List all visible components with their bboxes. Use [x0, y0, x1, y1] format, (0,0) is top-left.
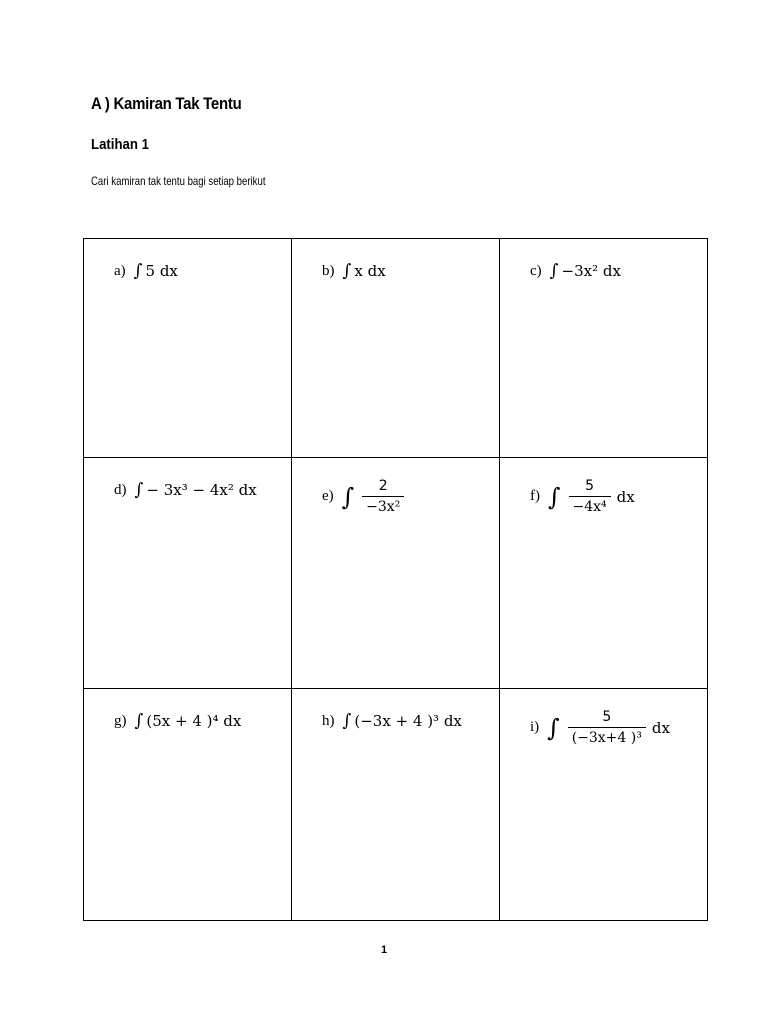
fraction — [569, 478, 611, 515]
question-cell-a — [84, 239, 292, 458]
section-heading: A ) Kamiran Tak Tentu — [91, 94, 242, 113]
question-cell-e — [292, 458, 500, 689]
question-label: d) — [114, 481, 127, 498]
question-label: e) — [322, 488, 334, 504]
question-cell-f — [500, 458, 708, 689]
question-g — [114, 711, 241, 731]
fraction — [362, 478, 404, 515]
integrand: 5 dx — [145, 262, 178, 280]
integral-symbol: ∫ — [134, 711, 144, 731]
integrand: x dx — [354, 262, 386, 280]
integral-symbol: ∫ — [548, 482, 561, 511]
question-f — [530, 478, 635, 515]
question-d — [114, 480, 257, 500]
question-label: i) — [530, 719, 540, 735]
question-cell-h — [292, 689, 500, 921]
integral-symbol: ∫ — [134, 480, 144, 500]
questions-grid — [83, 238, 708, 921]
differential: dx — [616, 487, 635, 506]
question-cell-d — [84, 458, 292, 689]
question-cell-g — [84, 689, 292, 921]
integral-symbol: ∫ — [342, 261, 352, 281]
differential: dx — [651, 718, 670, 737]
question-label: c) — [530, 262, 542, 279]
integrand: −3x² dx — [561, 262, 621, 280]
question-i — [530, 709, 670, 746]
instruction-text: Cari kamiran tak tentu bagi setiap berikut — [91, 174, 266, 188]
question-e — [322, 478, 410, 515]
fraction — [568, 709, 646, 746]
fraction-numerator: 5 — [585, 478, 595, 494]
integral-symbol: ∫ — [341, 482, 355, 511]
exercise-title: Latihan 1 — [91, 136, 149, 153]
page-number: 1 — [380, 944, 388, 956]
fraction-denominator: (−3x+4 )³ — [568, 727, 646, 746]
integral-symbol: ∫ — [342, 711, 352, 731]
question-label: a) — [114, 262, 126, 279]
question-c — [530, 261, 621, 281]
question-label: b) — [322, 262, 335, 279]
question-h — [322, 711, 462, 731]
integrand: (−3x + 4 )³ dx — [354, 712, 462, 730]
question-label: f) — [530, 488, 540, 504]
question-cell-i — [500, 689, 708, 921]
question-cell-c — [500, 239, 708, 458]
question-cell-b — [292, 239, 500, 458]
integrand: − 3x³ − 4x² dx — [146, 481, 257, 499]
question-label: g) — [114, 712, 127, 729]
integral-symbol: ∫ — [133, 261, 143, 281]
integral-symbol: ∫ — [549, 261, 559, 281]
integrand: (5x + 4 )⁴ dx — [146, 712, 242, 730]
question-b — [322, 261, 386, 281]
fraction-denominator: −3x² — [362, 496, 404, 515]
fraction-denominator: −4x⁴ — [569, 496, 611, 515]
question-label: h) — [322, 712, 335, 729]
fraction-numerator: 2 — [378, 478, 388, 494]
fraction-numerator: 5 — [602, 709, 612, 725]
question-a — [114, 261, 178, 281]
integral-symbol: ∫ — [547, 713, 560, 742]
